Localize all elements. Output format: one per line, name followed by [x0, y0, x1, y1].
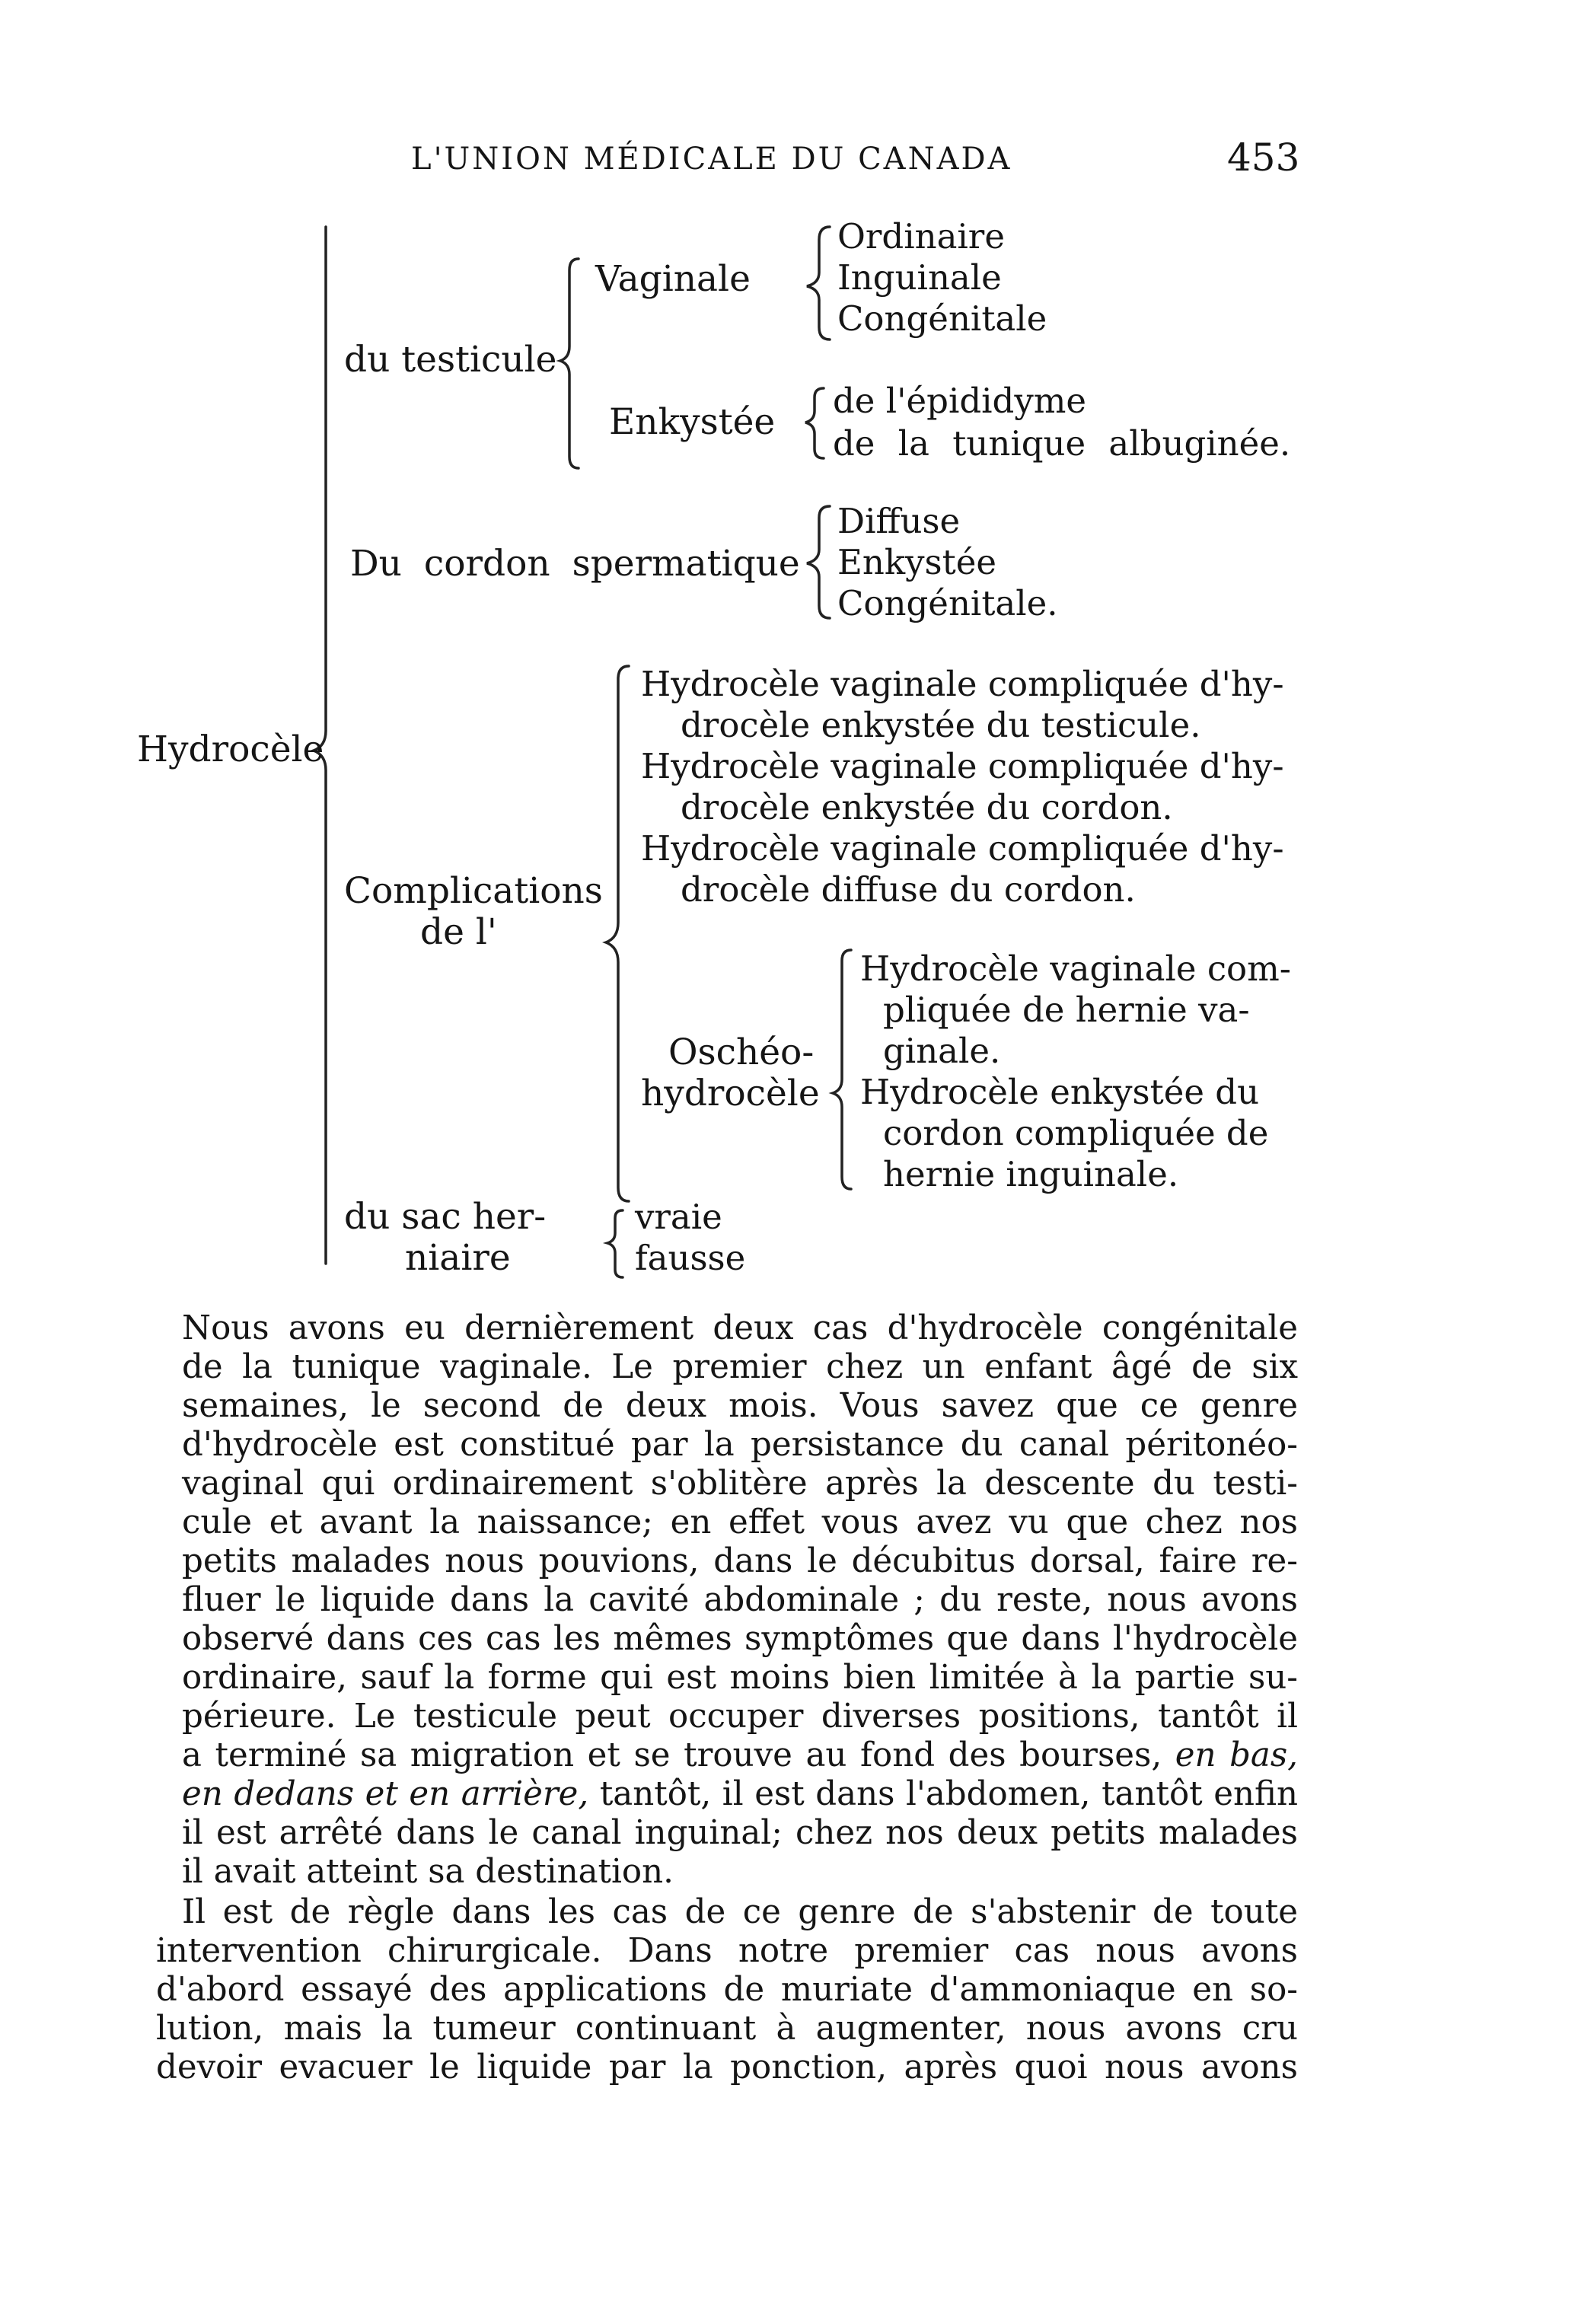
body-text: [156, 1309, 1298, 2087]
running-title: L'UNION MÉDICALE DU CANADA: [411, 142, 1012, 177]
text-line: il avait atteint sa destination.: [182, 1853, 674, 1891]
text-line: de la tunique vaginale. Le premier chez un enfant âgé de six: [182, 1348, 1298, 1386]
complications-brace: [606, 666, 629, 1201]
text-line-mixed: [156, 1736, 1298, 1775]
oscheo-label-2: hydrocèle: [641, 1073, 820, 1114]
page-number: 453: [1227, 135, 1300, 180]
vaginale-item: Congénitale: [837, 298, 1047, 339]
text-segment: tantôt, il est dans l'abdomen, tantôt enfin: [599, 1775, 1298, 1813]
text-line: lution, mais la tumeur continuant à augmenter, nous avons cru: [156, 2010, 1298, 2048]
text-line: devoir evacuer le liquide par la ponction, après quoi nous avons: [156, 2048, 1298, 2086]
text-line: ordinaire, sauf la forme qui est moins bien limitée à la partie su-: [182, 1659, 1298, 1697]
cordon-label: Du cordon spermatique: [350, 543, 800, 585]
complications-label-2: de l': [420, 911, 497, 953]
complication-line: Hydrocèle vaginale compliquée d'hy-: [641, 746, 1284, 786]
cordon-brace: [807, 506, 830, 618]
cordon-item: Enkystée: [837, 542, 996, 582]
text-line: fluer le liquide dans la cavité abdominale ; du reste, nous avons: [182, 1581, 1298, 1619]
text-line: Nous avons eu dernièrement deux cas d'hydrocèle congénitale: [182, 1309, 1298, 1347]
text-line-mixed: [156, 1775, 1298, 1814]
complication-line: Hydrocèle vaginale compliquée d'hy-: [641, 828, 1284, 869]
enkystee-brace: [805, 388, 824, 458]
sac-label: du sac her-: [344, 1196, 547, 1238]
text-line: semaines, le second de deux mois. Vous savez que ce genre: [182, 1387, 1298, 1425]
sac-brace: [607, 1210, 623, 1277]
oscheo-line: pliquée de hernie va-: [883, 990, 1250, 1030]
complications-label: Complications: [344, 870, 603, 912]
vaginale-brace: [807, 227, 830, 340]
paragraph-1: [156, 1309, 1298, 1892]
text-line: vaginal qui ordinairement s'oblitère après la descente du testi-: [182, 1465, 1298, 1503]
complication-line: drocèle enkystée du testicule.: [681, 705, 1201, 745]
cordon-item: Congénitale.: [837, 583, 1058, 623]
oscheo-line: cordon compliquée de: [883, 1113, 1269, 1153]
italic-text: en dedans et en arrière,: [182, 1775, 589, 1813]
root-label: Hydrocèle: [137, 728, 324, 770]
text-line: cule et avant la naissance; en effet vous avez vu que chez nos: [182, 1503, 1298, 1541]
oscheo-line: Hydrocèle vaginale com-: [860, 948, 1291, 989]
sac-item: vraie: [635, 1197, 722, 1237]
complication-line: drocèle diffuse du cordon.: [681, 869, 1136, 910]
vaginale-item: Inguinale: [837, 257, 1002, 298]
paragraph-2: [156, 1893, 1298, 2087]
testicule-brace: [560, 259, 579, 468]
text-segment: a terminé sa migration et se trouve au fond des bourses,: [182, 1736, 1162, 1774]
sac-item: fausse: [635, 1238, 746, 1278]
text-line: petits malades nous pouvions, dans le décubitus dorsal, faire re-: [182, 1542, 1298, 1580]
text-line: observé dans ces cas les mêmes symptômes que dans l'hydrocèle: [182, 1620, 1298, 1658]
oscheo-label: Oschéo-: [668, 1031, 815, 1073]
complication-line: drocèle enkystée du cordon.: [681, 787, 1173, 827]
enkystee-item: de la tunique albuginée.: [833, 423, 1291, 464]
oscheo-line: Hydrocèle enkystée du: [860, 1072, 1260, 1112]
text-line: d'hydrocèle est constitué par la persistance du canal péritonéo-: [182, 1426, 1298, 1464]
enkystee-label: Enkystée: [609, 401, 776, 443]
cordon-item: Diffuse: [837, 501, 961, 541]
sac-label-2: niaire: [405, 1237, 511, 1279]
complication-line: Hydrocèle vaginale compliquée d'hy-: [641, 664, 1284, 704]
text-line: intervention chirurgicale. Dans notre premier cas nous avons: [156, 1932, 1298, 1970]
enkystee-item: de l'épididyme: [833, 381, 1087, 421]
vaginale-item: Ordinaire: [837, 216, 1005, 257]
text-line: Il est de règle dans les cas de ce genre de s'abstenir de toute: [182, 1893, 1298, 1931]
text-line: il est arrêté dans le canal inguinal; chez nos deux petits malades: [182, 1814, 1298, 1852]
text-line: d'abord essayé des applications de muriate d'ammoniaque en so-: [156, 1971, 1298, 2009]
oscheo-brace: [833, 950, 851, 1189]
italic-text: en bas,: [1175, 1736, 1298, 1774]
text-line: périeure. Le testicule peut occuper diverses positions, tantôt il: [182, 1698, 1298, 1736]
oscheo-line: ginale.: [883, 1031, 1001, 1071]
oscheo-line: hernie inguinale.: [883, 1154, 1179, 1194]
vaginale-label: Vaginale: [595, 258, 751, 300]
testicule-label: du testicule: [344, 339, 557, 381]
